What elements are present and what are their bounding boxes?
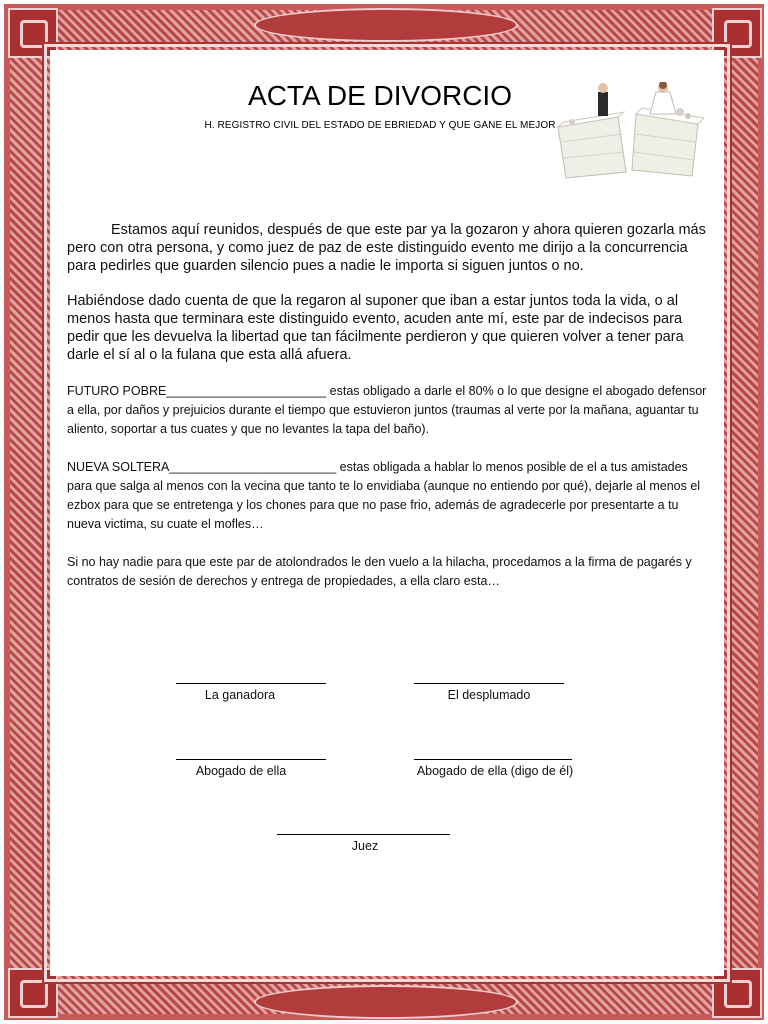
signature-line-abogado-el (414, 759, 572, 760)
document-subtitle: H. REGISTRO CIVIL DEL ESTADO DE EBRIEDAD Y QUE GANE EL MEJOR (204, 120, 556, 131)
signature-line-ganadora (176, 683, 326, 684)
top-ornament (254, 8, 518, 42)
document-title: ACTA DE DIVORCIO (248, 80, 512, 111)
bottom-ornament (254, 985, 518, 1019)
paragraph-closing: Si no hay nadie para que este par de atolondrados le den vuelo a la hilacha, procedamos a la firma de pagarés y contratos de sesión de derechos y entrega de propiedades, a ella claro esta… (67, 555, 692, 588)
signature-label-ganadora: La ganadora (204, 688, 276, 702)
signature-label-juez: Juez (351, 839, 379, 853)
paragraph-futuro-pobre: FUTURO POBRE_______________________ estas obligado a darle el 80% o lo que designe el abogado defensor a ella, por daños y prejuicios durante el tiempo que estuvieron juntos (traumas al verte por la mañana, aguantar tu aliento, soportar a tus cuates y que no levantes la tapa del baño). (67, 384, 707, 436)
paragraph-intro: Estamos aquí reunidos, después de que este par ya la gozaron y ahora quieren gozarla más pero con otra persona, y como juez de paz de este distinguido evento me dirijo a la concurrencia para pedirles que guarden silencio pues a nadie le importa si siguen juntos o no. (67, 222, 706, 274)
signature-label-abogado-el: Abogado de ella (digo de él) (416, 764, 574, 778)
signature-line-juez (277, 834, 450, 835)
paragraph-second: Habiéndose dado cuenta de que la regaron al suponer que iban a estar juntos toda la vida, o al menos hasta que terminara este distinguido evento, acuden ante mí, este par de indecisos para pedir que les devuelva la libertad que tan fácilmente perdieron y que quieren volver a tener para darle el sí al o la fulana que esta allá afuera. (67, 293, 684, 363)
signature-label-desplumado: El desplumado (447, 688, 531, 702)
paragraph-nueva-soltera: NUEVA SOLTERA________________________ estas obligada a hablar lo menos posible de el a tus amistades para que salga al menos con la vecina que tanto te lo envidiaba (aunque no entiendo por qué), dejarle al menos el ezbox para que se entretenga y los chones para que no pase frio, además de agradecerle por presentarte a tu nueva victima, su cuate el mofles… (67, 460, 701, 531)
signature-line-desplumado (414, 683, 564, 684)
signature-label-abogado-ella: Abogado de ella (195, 764, 287, 778)
broken-wedding-cake-image (548, 82, 708, 182)
signature-line-abogado-ella (176, 759, 326, 760)
